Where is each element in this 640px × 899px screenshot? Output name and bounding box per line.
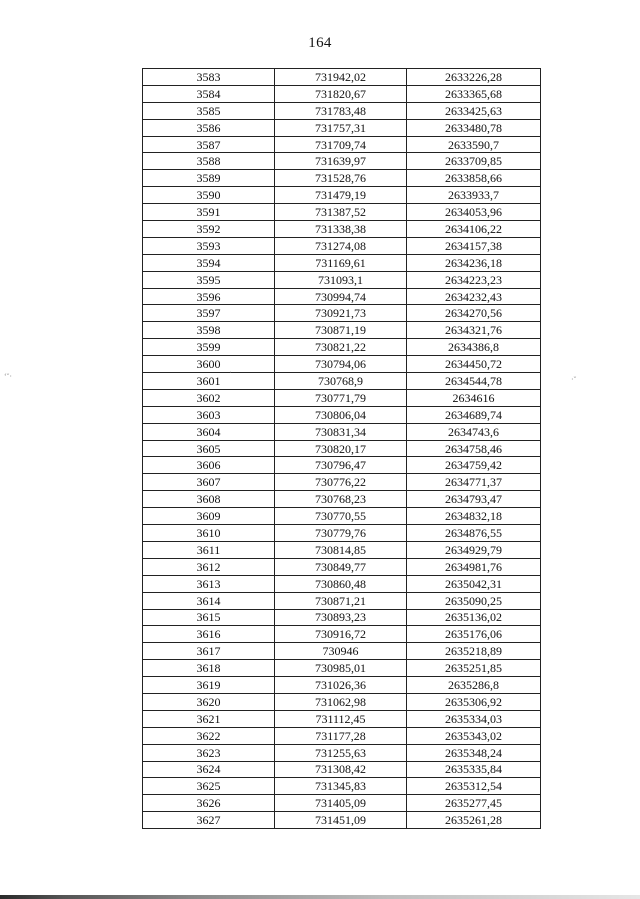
y-coordinate-cell: 2635042,31 [407,575,541,592]
point-number-cell: 3607 [143,474,275,491]
table-row [143,575,541,592]
y-coordinate-cell: 2634832,18 [407,508,541,525]
table-row [143,558,541,575]
table-row [143,322,541,339]
table-row [143,271,541,288]
y-coordinate-cell: 2633858,66 [407,170,541,187]
y-coordinate-cell: 2634157,38 [407,237,541,254]
point-number-cell: 3601 [143,373,275,390]
y-coordinate-cell: 2635136,02 [407,609,541,626]
scan-artifact: ·˘ [571,375,577,384]
x-coordinate-cell: 730794,06 [275,356,407,373]
y-coordinate-cell: 2634876,55 [407,525,541,542]
point-number-cell: 3627 [143,812,275,829]
point-number-cell: 3587 [143,136,275,153]
y-coordinate-cell: 2634232,43 [407,288,541,305]
x-coordinate-cell: 731062,98 [275,693,407,710]
table-row [143,761,541,778]
table-row [143,187,541,204]
x-coordinate-cell: 731405,09 [275,795,407,812]
table-row [143,744,541,761]
table-row [143,508,541,525]
y-coordinate-cell: 2634450,72 [407,356,541,373]
x-coordinate-cell: 730946 [275,643,407,660]
table-row [143,406,541,423]
table-row [143,795,541,812]
x-coordinate-cell: 731308,42 [275,761,407,778]
page-number: 164 [308,35,332,51]
scan-edge-shadow [0,895,640,899]
x-coordinate-cell: 731338,38 [275,221,407,238]
table-row [143,170,541,187]
x-coordinate-cell: 730768,9 [275,373,407,390]
table-row [143,237,541,254]
table-row [143,204,541,221]
point-number-cell: 3623 [143,744,275,761]
x-coordinate-cell: 731093,1 [275,271,407,288]
point-number-cell: 3596 [143,288,275,305]
point-number-cell: 3593 [143,237,275,254]
y-coordinate-cell: 2635286,8 [407,677,541,694]
point-number-cell: 3605 [143,440,275,457]
x-coordinate-cell: 730768,23 [275,491,407,508]
x-coordinate-cell: 730849,77 [275,558,407,575]
x-coordinate-cell: 730893,23 [275,609,407,626]
table-row [143,305,541,322]
y-coordinate-cell: 2634759,42 [407,457,541,474]
x-coordinate-cell: 730871,19 [275,322,407,339]
point-number-cell: 3586 [143,119,275,136]
y-coordinate-cell: 2635312,54 [407,778,541,795]
x-coordinate-cell: 730916,72 [275,626,407,643]
point-number-cell: 3589 [143,170,275,187]
x-coordinate-cell: 730985,01 [275,660,407,677]
point-number-cell: 3611 [143,541,275,558]
table-row [143,677,541,694]
x-coordinate-cell: 731639,97 [275,153,407,170]
table-row [143,440,541,457]
x-coordinate-cell: 731255,63 [275,744,407,761]
table-row [143,102,541,119]
table-row [143,339,541,356]
point-number-cell: 3598 [143,322,275,339]
y-coordinate-cell: 2634321,76 [407,322,541,339]
x-coordinate-cell: 730770,55 [275,508,407,525]
table-row [143,474,541,491]
point-number-cell: 3613 [143,575,275,592]
table-row [143,221,541,238]
y-coordinate-cell: 2633933,7 [407,187,541,204]
table-row [143,812,541,829]
point-number-cell: 3615 [143,609,275,626]
x-coordinate-cell: 731709,74 [275,136,407,153]
point-number-cell: 3600 [143,356,275,373]
point-number-cell: 3608 [143,491,275,508]
point-number-cell: 3619 [143,677,275,694]
table-row [143,609,541,626]
y-coordinate-cell: 2634771,37 [407,474,541,491]
x-coordinate-cell: 731387,52 [275,204,407,221]
table-row [143,119,541,136]
point-number-cell: 3590 [143,187,275,204]
x-coordinate-cell: 731177,28 [275,727,407,744]
x-coordinate-cell: 730806,04 [275,406,407,423]
table-row [143,423,541,440]
table-row [143,136,541,153]
table-row [143,541,541,558]
y-coordinate-cell: 2634223,23 [407,271,541,288]
y-coordinate-cell: 2634981,76 [407,558,541,575]
x-coordinate-cell: 730771,79 [275,389,407,406]
point-number-cell: 3606 [143,457,275,474]
point-number-cell: 3594 [143,254,275,271]
point-number-cell: 3604 [143,423,275,440]
scan-artifact: ˙ [229,370,232,379]
table-body [143,69,541,829]
x-coordinate-cell: 730860,48 [275,575,407,592]
x-coordinate-cell: 731528,76 [275,170,407,187]
table-row [143,525,541,542]
point-number-cell: 3622 [143,727,275,744]
table-row [143,153,541,170]
x-coordinate-cell: 731345,83 [275,778,407,795]
x-coordinate-cell: 730776,22 [275,474,407,491]
table-row [143,660,541,677]
point-number-cell: 3595 [143,271,275,288]
y-coordinate-cell: 2635218,89 [407,643,541,660]
point-number-cell: 3583 [143,69,275,86]
table-row [143,356,541,373]
point-number-cell: 3609 [143,508,275,525]
x-coordinate-cell: 730921,73 [275,305,407,322]
y-coordinate-cell: 2634689,74 [407,406,541,423]
x-coordinate-cell: 730779,76 [275,525,407,542]
x-coordinate-cell: 730821,22 [275,339,407,356]
point-number-cell: 3591 [143,204,275,221]
x-coordinate-cell: 731026,36 [275,677,407,694]
x-coordinate-cell: 731942,02 [275,69,407,86]
table-row [143,592,541,609]
x-coordinate-cell: 730820,17 [275,440,407,457]
x-coordinate-cell: 731479,19 [275,187,407,204]
table-row [143,778,541,795]
point-number-cell: 3597 [143,305,275,322]
y-coordinate-cell: 2635090,25 [407,592,541,609]
y-coordinate-cell: 2634743,6 [407,423,541,440]
point-number-cell: 3585 [143,102,275,119]
y-coordinate-cell: 2634270,56 [407,305,541,322]
x-coordinate-cell: 730994,74 [275,288,407,305]
y-coordinate-cell: 2635334,03 [407,710,541,727]
y-coordinate-cell: 2635261,28 [407,812,541,829]
y-coordinate-cell: 2635251,85 [407,660,541,677]
y-coordinate-cell: 2635348,24 [407,744,541,761]
table-row [143,373,541,390]
table-row [143,288,541,305]
y-coordinate-cell: 2634236,18 [407,254,541,271]
point-number-cell: 3602 [143,389,275,406]
point-number-cell: 3614 [143,592,275,609]
table-row [143,491,541,508]
y-coordinate-cell: 2634544,78 [407,373,541,390]
y-coordinate-cell: 2635277,45 [407,795,541,812]
x-coordinate-cell: 731169,61 [275,254,407,271]
x-coordinate-cell: 730871,21 [275,592,407,609]
x-coordinate-cell: 730814,85 [275,541,407,558]
y-coordinate-cell: 2633709,85 [407,153,541,170]
x-coordinate-cell: 730831,34 [275,423,407,440]
table-row [143,457,541,474]
y-coordinate-cell: 2634053,96 [407,204,541,221]
y-coordinate-cell: 2634106,22 [407,221,541,238]
y-coordinate-cell: 2634758,46 [407,440,541,457]
point-number-cell: 3584 [143,85,275,102]
point-number-cell: 3625 [143,778,275,795]
point-number-cell: 3588 [143,153,275,170]
point-number-cell: 3618 [143,660,275,677]
table-row [143,85,541,102]
table-row [143,710,541,727]
y-coordinate-cell: 2633480,78 [407,119,541,136]
scan-artifact: ʻ˘· [4,372,12,381]
y-coordinate-cell: 2633425,63 [407,102,541,119]
point-number-cell: 3592 [143,221,275,238]
point-number-cell: 3626 [143,795,275,812]
coordinates-table [142,68,541,829]
x-coordinate-cell: 731783,48 [275,102,407,119]
y-coordinate-cell: 2635306,92 [407,693,541,710]
table-row [143,389,541,406]
y-coordinate-cell: 2633226,28 [407,69,541,86]
table-row [143,727,541,744]
y-coordinate-cell: 2633365,68 [407,85,541,102]
y-coordinate-cell: 2635343,02 [407,727,541,744]
y-coordinate-cell: 2633590,7 [407,136,541,153]
point-number-cell: 3610 [143,525,275,542]
table-row [143,643,541,660]
x-coordinate-cell: 731757,31 [275,119,407,136]
y-coordinate-cell: 2635335,84 [407,761,541,778]
y-coordinate-cell: 2635176,06 [407,626,541,643]
point-number-cell: 3617 [143,643,275,660]
y-coordinate-cell: 2634386,8 [407,339,541,356]
x-coordinate-cell: 731112,45 [275,710,407,727]
y-coordinate-cell: 2634929,79 [407,541,541,558]
table-row [143,626,541,643]
point-number-cell: 3624 [143,761,275,778]
point-number-cell: 3616 [143,626,275,643]
table-row [143,254,541,271]
point-number-cell: 3603 [143,406,275,423]
y-coordinate-cell: 2634616 [407,389,541,406]
table-row [143,69,541,86]
table-row [143,693,541,710]
point-number-cell: 3621 [143,710,275,727]
x-coordinate-cell: 730796,47 [275,457,407,474]
y-coordinate-cell: 2634793,47 [407,491,541,508]
point-number-cell: 3612 [143,558,275,575]
x-coordinate-cell: 731274,08 [275,237,407,254]
x-coordinate-cell: 731820,67 [275,85,407,102]
point-number-cell: 3599 [143,339,275,356]
x-coordinate-cell: 731451,09 [275,812,407,829]
point-number-cell: 3620 [143,693,275,710]
